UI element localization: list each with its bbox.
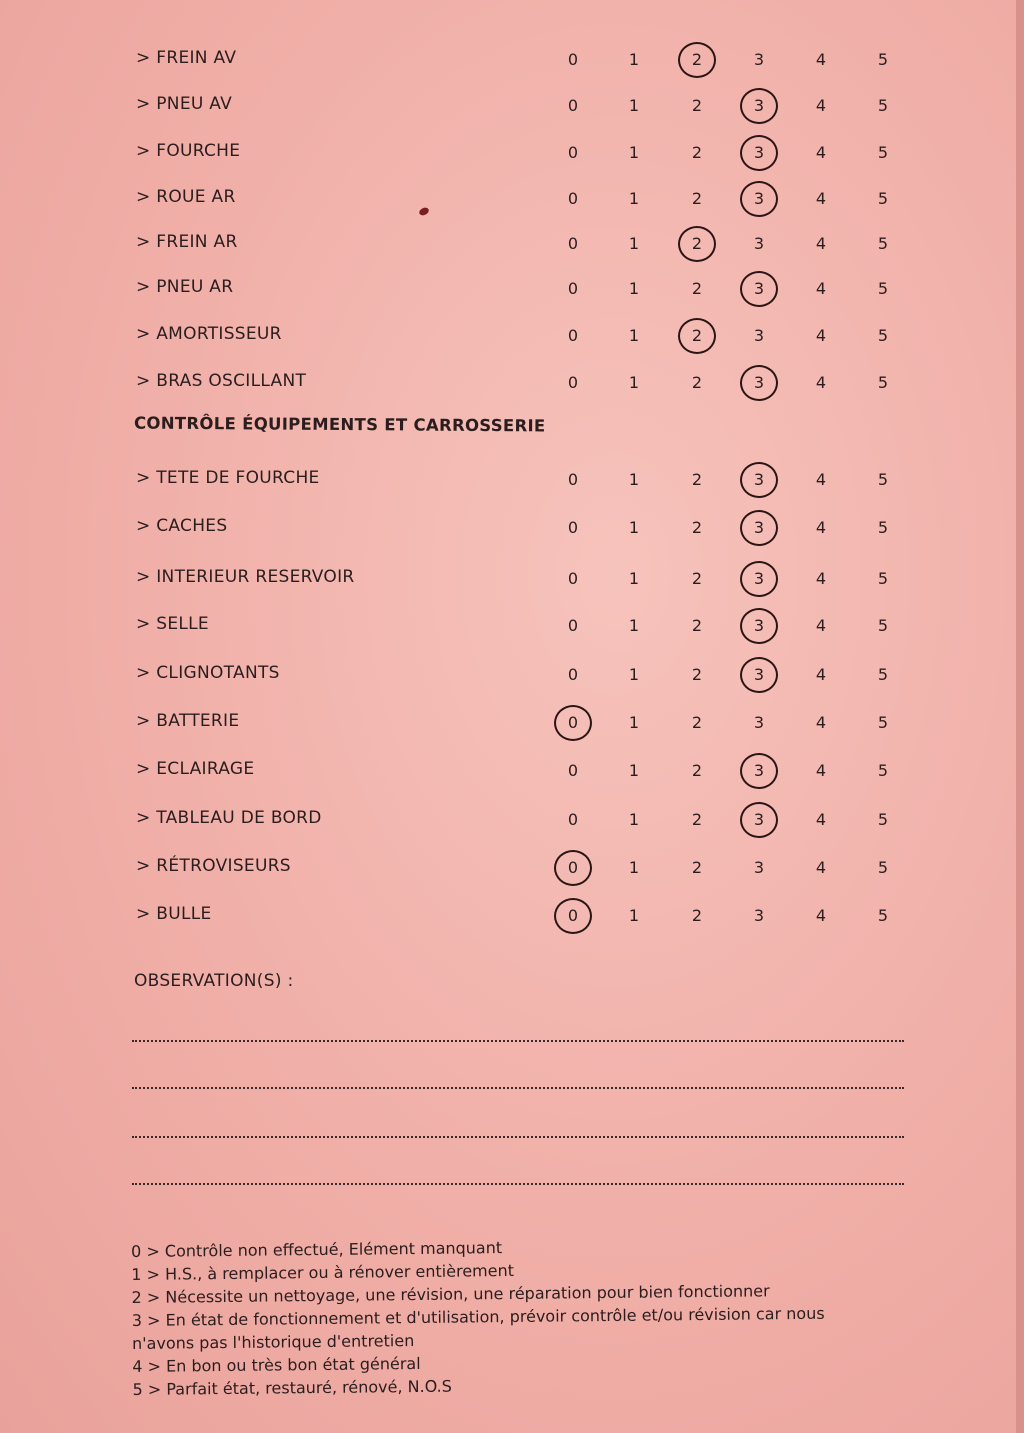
score-selected[interactable]: 2 xyxy=(685,234,709,253)
score-option[interactable]: 0 xyxy=(567,234,579,253)
score-option[interactable]: 4 xyxy=(815,326,827,345)
row-label: > ECLAIRAGE xyxy=(136,759,255,779)
score-selected[interactable]: 3 xyxy=(747,569,771,588)
score-option[interactable]: 5 xyxy=(877,518,889,537)
checklist-row xyxy=(0,755,1024,785)
score-option[interactable]: 3 xyxy=(753,906,765,925)
score-option[interactable]: 2 xyxy=(691,616,703,635)
score-selected[interactable]: 3 xyxy=(747,810,771,829)
score-option[interactable]: 3 xyxy=(753,326,765,345)
score-option[interactable]: 1 xyxy=(628,906,640,925)
checklist-row xyxy=(0,320,1024,350)
score-option[interactable]: 2 xyxy=(691,470,703,489)
score-option[interactable]: 1 xyxy=(628,713,640,732)
score-option[interactable]: 2 xyxy=(691,96,703,115)
score-option[interactable]: 0 xyxy=(567,569,579,588)
legend-line: 3 > En état de fonctionnement et d'utilisation, prévoir contrôle et/ou révision car nous xyxy=(131,1303,825,1330)
observation-line xyxy=(132,1040,904,1042)
score-option[interactable]: 4 xyxy=(815,96,827,115)
score-selected[interactable]: 3 xyxy=(747,143,771,162)
score-option[interactable]: 5 xyxy=(877,470,889,489)
row-label: > PNEU AR xyxy=(136,277,234,297)
score-option[interactable]: 5 xyxy=(877,279,889,298)
score-option[interactable]: 0 xyxy=(567,761,579,780)
row-label: > AMORTISSEUR xyxy=(136,324,282,344)
score-option[interactable]: 2 xyxy=(691,665,703,684)
legend-line: 5 > Parfait état, restauré, rénové, N.O.S xyxy=(132,1376,452,1399)
score-option[interactable]: 1 xyxy=(628,665,640,684)
score-option[interactable]: 3 xyxy=(753,858,765,877)
score-option[interactable]: 2 xyxy=(691,761,703,780)
score-option[interactable]: 0 xyxy=(567,518,579,537)
score-option[interactable]: 1 xyxy=(628,50,640,69)
checklist-row xyxy=(0,512,1024,542)
score-selected[interactable]: 0 xyxy=(561,858,585,877)
checklist-row xyxy=(0,804,1024,834)
score-option[interactable]: 1 xyxy=(628,279,640,298)
checklist-row xyxy=(0,228,1024,258)
score-selected[interactable]: 3 xyxy=(747,470,771,489)
score-selected[interactable]: 3 xyxy=(747,189,771,208)
score-option[interactable]: 4 xyxy=(815,569,827,588)
score-option[interactable]: 4 xyxy=(815,143,827,162)
score-option[interactable]: 5 xyxy=(877,143,889,162)
score-option[interactable]: 5 xyxy=(877,858,889,877)
score-option[interactable]: 4 xyxy=(815,810,827,829)
row-label: > SELLE xyxy=(136,614,209,634)
score-option[interactable]: 1 xyxy=(628,761,640,780)
checklist-row xyxy=(0,707,1024,737)
score-option[interactable]: 1 xyxy=(628,470,640,489)
row-label: > BULLE xyxy=(136,904,212,924)
legend-line: 4 > En bon ou très bon état général xyxy=(132,1353,421,1376)
score-option[interactable]: 0 xyxy=(567,96,579,115)
score-option[interactable]: 4 xyxy=(815,518,827,537)
score-option[interactable]: 5 xyxy=(877,665,889,684)
score-option[interactable]: 2 xyxy=(691,713,703,732)
legend-line: 2 > Nécessite un nettoyage, une révision, une réparation pour bien fonctionner xyxy=(131,1281,770,1307)
score-option[interactable]: 5 xyxy=(877,713,889,732)
row-label: > BRAS OSCILLANT xyxy=(136,371,307,391)
score-option[interactable]: 5 xyxy=(877,189,889,208)
score-option[interactable]: 3 xyxy=(753,234,765,253)
score-selected[interactable]: 3 xyxy=(747,665,771,684)
score-option[interactable]: 0 xyxy=(567,665,579,684)
score-selected[interactable]: 3 xyxy=(747,616,771,635)
score-option[interactable]: 2 xyxy=(691,143,703,162)
checklist-row xyxy=(0,900,1024,930)
score-selected[interactable]: 0 xyxy=(561,713,585,732)
score-option[interactable]: 3 xyxy=(753,713,765,732)
legend-line: n'avons pas l'historique d'entretien xyxy=(131,1331,415,1353)
score-option[interactable]: 1 xyxy=(628,143,640,162)
score-option[interactable]: 0 xyxy=(567,50,579,69)
score-selected[interactable]: 3 xyxy=(747,518,771,537)
score-option[interactable]: 4 xyxy=(815,665,827,684)
score-option[interactable]: 1 xyxy=(628,234,640,253)
score-option[interactable]: 5 xyxy=(877,810,889,829)
score-selected[interactable]: 3 xyxy=(747,373,771,392)
score-option[interactable]: 2 xyxy=(691,518,703,537)
score-option[interactable]: 4 xyxy=(815,713,827,732)
score-selected[interactable]: 2 xyxy=(685,326,709,345)
row-label: > FOURCHE xyxy=(136,141,241,161)
legend-line: 1 > H.S., à remplacer ou à rénover entièrement xyxy=(131,1260,515,1284)
score-option[interactable]: 2 xyxy=(691,373,703,392)
checklist-row xyxy=(0,610,1024,640)
score-option[interactable]: 4 xyxy=(815,234,827,253)
score-option[interactable]: 0 xyxy=(567,189,579,208)
score-option[interactable]: 0 xyxy=(567,373,579,392)
score-option[interactable]: 1 xyxy=(628,858,640,877)
score-option[interactable]: 1 xyxy=(628,189,640,208)
score-option[interactable]: 1 xyxy=(628,326,640,345)
score-option[interactable]: 2 xyxy=(691,810,703,829)
row-label: > RÉTROVISEURS xyxy=(136,856,291,876)
score-option[interactable]: 2 xyxy=(691,279,703,298)
checklist-row xyxy=(0,563,1024,593)
score-option[interactable]: 0 xyxy=(567,616,579,635)
legend-line: 0 > Contrôle non effectué, Elément manquant xyxy=(131,1238,503,1261)
score-option[interactable]: 0 xyxy=(567,279,579,298)
score-selected[interactable]: 2 xyxy=(685,50,709,69)
score-option[interactable]: 5 xyxy=(877,326,889,345)
score-option[interactable]: 1 xyxy=(628,96,640,115)
score-option[interactable]: 4 xyxy=(815,906,827,925)
score-option[interactable]: 5 xyxy=(877,373,889,392)
row-label: > CACHES xyxy=(136,516,228,536)
checklist-row xyxy=(0,464,1024,494)
section-title: CONTRÔLE ÉQUIPEMENTS ET CARROSSERIE xyxy=(133,413,546,436)
row-label: > INTERIEUR RESERVOIR xyxy=(136,567,355,587)
score-option[interactable]: 5 xyxy=(877,50,889,69)
score-option[interactable]: 0 xyxy=(567,470,579,489)
checklist-row xyxy=(0,273,1024,303)
score-option[interactable]: 4 xyxy=(815,50,827,69)
score-option[interactable]: 0 xyxy=(567,326,579,345)
score-selected[interactable]: 3 xyxy=(747,96,771,115)
row-label: > ROUE AR xyxy=(136,187,236,207)
score-option[interactable]: 4 xyxy=(815,279,827,298)
score-selected[interactable]: 0 xyxy=(561,906,585,925)
observation-line xyxy=(132,1136,904,1138)
row-label: > TABLEAU DE BORD xyxy=(136,808,322,828)
checklist-row xyxy=(0,852,1024,882)
checklist-row xyxy=(0,90,1024,120)
score-option[interactable]: 1 xyxy=(628,616,640,635)
score-option[interactable]: 5 xyxy=(877,761,889,780)
score-option[interactable]: 0 xyxy=(567,810,579,829)
score-option[interactable]: 5 xyxy=(877,616,889,635)
legend xyxy=(131,1232,933,1401)
score-option[interactable]: 4 xyxy=(815,761,827,780)
score-option[interactable]: 5 xyxy=(877,234,889,253)
score-option[interactable]: 5 xyxy=(877,569,889,588)
observation-line xyxy=(132,1183,904,1185)
score-option[interactable]: 4 xyxy=(815,373,827,392)
score-option[interactable]: 4 xyxy=(815,858,827,877)
score-option[interactable]: 5 xyxy=(877,96,889,115)
row-label: > FREIN AV xyxy=(136,48,237,68)
checklist-row xyxy=(0,659,1024,689)
observations-label: OBSERVATION(S) : xyxy=(134,971,294,991)
score-option[interactable]: 2 xyxy=(691,906,703,925)
row-label: > TETE DE FOURCHE xyxy=(136,468,320,488)
score-selected[interactable]: 3 xyxy=(747,279,771,298)
row-label: > PNEU AV xyxy=(136,94,233,114)
observation-line xyxy=(132,1087,904,1089)
score-option[interactable]: 2 xyxy=(691,189,703,208)
score-option[interactable]: 2 xyxy=(691,858,703,877)
score-option[interactable]: 5 xyxy=(877,906,889,925)
score-option[interactable]: 1 xyxy=(628,518,640,537)
row-label: > BATTERIE xyxy=(136,711,240,731)
checklist-row xyxy=(0,183,1024,213)
checklist-row xyxy=(0,44,1024,74)
score-option[interactable]: 4 xyxy=(815,470,827,489)
score-option[interactable]: 1 xyxy=(628,569,640,588)
score-option[interactable]: 4 xyxy=(815,616,827,635)
score-selected[interactable]: 3 xyxy=(747,761,771,780)
checklist-row xyxy=(0,367,1024,397)
score-option[interactable]: 1 xyxy=(628,810,640,829)
score-option[interactable]: 0 xyxy=(567,143,579,162)
row-label: > CLIGNOTANTS xyxy=(136,663,280,683)
score-option[interactable]: 4 xyxy=(815,189,827,208)
checklist-row xyxy=(0,137,1024,167)
score-option[interactable]: 1 xyxy=(628,373,640,392)
score-option[interactable]: 3 xyxy=(753,50,765,69)
row-label: > FREIN AR xyxy=(136,232,238,252)
score-option[interactable]: 2 xyxy=(691,569,703,588)
